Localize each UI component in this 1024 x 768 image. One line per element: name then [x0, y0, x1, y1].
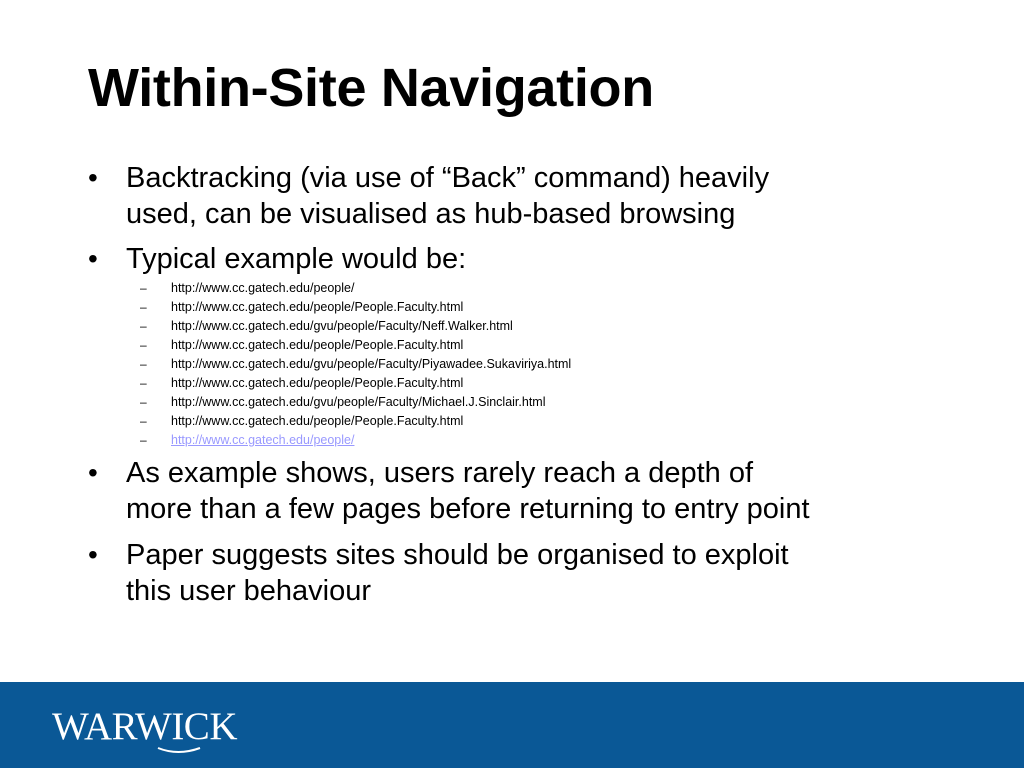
- dash-glyph: –: [140, 414, 147, 428]
- bullet-line: used, can be visualised as hub-based browsing: [126, 198, 736, 230]
- dash-glyph: –: [140, 357, 147, 371]
- url-text: http://www.cc.gatech.edu/gvu/people/Faculty/Piyawadee.Sukaviriya.html: [171, 357, 572, 371]
- bullet-line: Paper suggests sites should be organised to exploit: [126, 539, 789, 571]
- dash-glyph: –: [140, 376, 147, 390]
- url-list-item: [0, 412, 1024, 431]
- url-text: http://www.cc.gatech.edu/people/People.Faculty.html: [171, 338, 464, 352]
- dash-glyph: –: [140, 395, 147, 409]
- url-list-item: [0, 336, 1024, 355]
- bullet-line: this user behaviour: [126, 575, 372, 607]
- warwick-logo: [50, 684, 290, 764]
- url-list-item: [0, 431, 1024, 450]
- bullet-glyph: •: [88, 243, 98, 274]
- url-list-item: [0, 279, 1024, 298]
- footer-band: [0, 682, 1024, 768]
- bullet-line: Backtracking (via use of “Back” command) heavily: [126, 162, 770, 194]
- url-list-item: [0, 298, 1024, 317]
- bullet-line: more than a few pages before returning to entry point: [126, 493, 810, 525]
- url-text: http://www.cc.gatech.edu/gvu/people/Faculty/Michael.J.Sinclair.html: [171, 395, 546, 409]
- url-list-item: [0, 374, 1024, 393]
- url-list-item: [0, 393, 1024, 412]
- bullet-glyph: •: [88, 539, 98, 570]
- dash-glyph: –: [140, 281, 147, 295]
- bullet-line: Typical example would be:: [126, 243, 467, 275]
- logo-swash: [158, 748, 200, 752]
- dash-glyph: –: [140, 319, 147, 333]
- warwick-logo-text: WARWICK: [52, 705, 237, 748]
- url-list-item: [0, 355, 1024, 374]
- bullet-glyph: •: [88, 162, 98, 193]
- dash-glyph: –: [140, 433, 147, 447]
- bullet-glyph: •: [88, 457, 98, 488]
- url-text: http://www.cc.gatech.edu/people/People.Faculty.html: [171, 376, 464, 390]
- url-text: http://www.cc.gatech.edu/gvu/people/Faculty/Neff.Walker.html: [171, 319, 513, 333]
- url-text: http://www.cc.gatech.edu/people/People.Faculty.html: [171, 414, 464, 428]
- url-text: http://www.cc.gatech.edu/people/: [171, 281, 355, 295]
- people-hyperlink[interactable]: http://www.cc.gatech.edu/people/: [171, 433, 355, 447]
- dash-glyph: –: [140, 338, 147, 352]
- bullet-line: As example shows, users rarely reach a depth of: [126, 457, 754, 489]
- dash-glyph: –: [140, 300, 147, 314]
- slide-title: Within-Site Navigation: [88, 58, 654, 118]
- url-list-item: [0, 317, 1024, 336]
- url-text: http://www.cc.gatech.edu/people/People.Faculty.html: [171, 300, 464, 314]
